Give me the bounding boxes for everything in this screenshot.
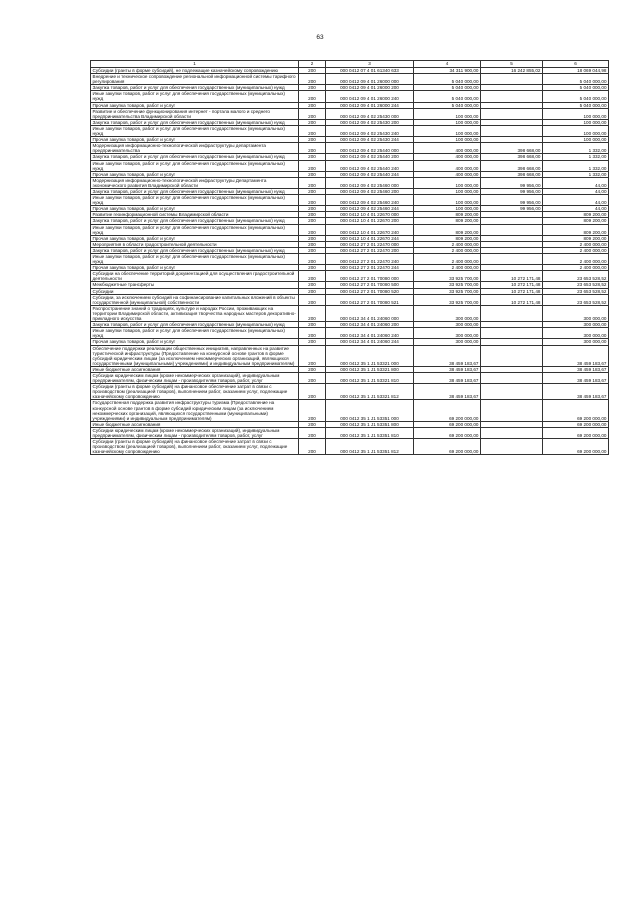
row-amount-planned-cell: 2 400 000,00 xyxy=(414,241,481,247)
row-column-2-cell: 200 xyxy=(299,421,326,427)
table-row xyxy=(91,188,609,194)
row-name-cell: Субсидии (гранты в форме субсидий), не подлежащие казначейскому сопровождению xyxy=(91,68,299,74)
row-amount-remaining-cell: 2 400 000,00 xyxy=(543,247,609,253)
row-name-cell: Прочая закупка товаров, работ и услуг xyxy=(91,137,299,143)
row-amount-remaining-cell: 23 653 528,52 xyxy=(543,288,609,294)
row-classification-code-cell: 000 0412 35 1 J1 53351 812 xyxy=(326,439,414,455)
row-amount-planned-cell: 69 200 000,00 xyxy=(414,427,481,438)
table-row xyxy=(91,177,609,188)
row-amount-remaining-cell: 300 000,00 xyxy=(543,305,609,321)
row-amount-remaining-cell: 38 459 183,67 xyxy=(543,366,609,372)
column-header: 4 xyxy=(414,61,481,68)
table-row xyxy=(91,372,609,383)
row-column-2-cell: 200 xyxy=(299,68,326,74)
row-amount-remaining-cell: 300 000,00 xyxy=(543,322,609,328)
row-amount-executed-cell xyxy=(481,400,543,421)
row-name-cell: Субсидии (гранты в форме субсидий) на финансовое обеспечение затрат в связи с производством (реализацией товаров), выполнением работ, оказанием услуг, подлежащие казначейскому сопровождению xyxy=(91,384,299,400)
column-header: 5 xyxy=(481,61,543,68)
row-column-2-cell: 200 xyxy=(299,294,326,305)
row-amount-remaining-cell: 5 040 000,00 xyxy=(543,102,609,108)
row-amount-executed-cell: 10 272 171,48 xyxy=(481,271,543,282)
row-classification-code-cell: 000 0412 09 4 01 26000 000 xyxy=(326,74,414,85)
row-amount-remaining-cell: 38 459 183,67 xyxy=(543,345,609,366)
row-amount-planned-cell: 300 000,00 xyxy=(414,328,481,339)
row-name-cell: Иные закупки товаров, работ и услуг для обеспечения государственных (муниципальных) нужд xyxy=(91,91,299,102)
row-amount-planned-cell: 5 040 000,00 xyxy=(414,74,481,85)
row-amount-remaining-cell: 69 200 000,00 xyxy=(543,400,609,421)
row-amount-planned-cell: 38 459 183,67 xyxy=(414,366,481,372)
row-amount-executed-cell xyxy=(481,254,543,265)
table-row xyxy=(91,224,609,235)
row-amount-planned-cell: 33 925 700,00 xyxy=(414,288,481,294)
row-classification-code-cell: 000 0412 35 1 J1 53351 800 xyxy=(326,421,414,427)
row-amount-remaining-cell: 23 653 528,52 xyxy=(543,282,609,288)
row-column-2-cell: 200 xyxy=(299,305,326,321)
row-amount-remaining-cell: 5 040 000,00 xyxy=(543,74,609,85)
row-column-2-cell: 200 xyxy=(299,91,326,102)
row-column-2-cell: 200 xyxy=(299,137,326,143)
row-name-cell: Субсидии (гранты в форме субсидий) на финансовое обеспечение затрат в связи с производством (реализацией товаров), выполнением работ, оказанием услуг, подлежащие казначейскому сопровождению xyxy=(91,439,299,455)
table-row xyxy=(91,68,609,74)
row-amount-planned-cell: 33 925 700,00 xyxy=(414,294,481,305)
row-column-2-cell: 200 xyxy=(299,85,326,91)
row-column-2-cell: 200 xyxy=(299,218,326,224)
row-column-2-cell: 200 xyxy=(299,160,326,171)
table-row xyxy=(91,271,609,282)
row-amount-remaining-cell: 1 332,00 xyxy=(543,171,609,177)
table-row xyxy=(91,328,609,339)
row-classification-code-cell: 000 0412 27 2 01 22470 200 xyxy=(326,247,414,253)
row-column-2-cell: 200 xyxy=(299,195,326,206)
row-amount-planned-cell: 809 200,00 xyxy=(414,212,481,218)
row-amount-remaining-cell: 100 000,00 xyxy=(543,108,609,119)
row-name-cell: Закупка товаров, работ и услуг для обеспечения государственных (муниципальных) нужд xyxy=(91,247,299,253)
table-row xyxy=(91,427,609,438)
row-amount-executed-cell xyxy=(481,74,543,85)
row-column-2-cell: 200 xyxy=(299,288,326,294)
row-amount-executed-cell xyxy=(481,372,543,383)
row-amount-executed-cell: 398 668,00 xyxy=(481,143,543,154)
row-amount-planned-cell: 38 459 183,67 xyxy=(414,345,481,366)
row-amount-executed-cell xyxy=(481,427,543,438)
row-amount-planned-cell: 100 000,00 xyxy=(414,137,481,143)
row-classification-code-cell: 000 0412 27 2 01 70080 520 xyxy=(326,288,414,294)
row-column-2-cell: 200 xyxy=(299,427,326,438)
row-amount-remaining-cell: 100 000,00 xyxy=(543,119,609,125)
row-amount-planned-cell: 33 925 700,00 xyxy=(414,271,481,282)
row-amount-remaining-cell: 23 653 528,52 xyxy=(543,271,609,282)
row-classification-code-cell: 000 0412 09 4 02 25430 000 xyxy=(326,108,414,119)
row-amount-remaining-cell: 44,00 xyxy=(543,195,609,206)
row-name-cell: Закупка товаров, работ и услуг для обеспечения государственных (муниципальных) нужд xyxy=(91,188,299,194)
row-amount-executed-cell xyxy=(481,224,543,235)
row-amount-remaining-cell: 69 200 000,00 xyxy=(543,421,609,427)
row-classification-code-cell: 000 0412 09 4 02 25430 244 xyxy=(326,137,414,143)
row-amount-remaining-cell: 300 000,00 xyxy=(543,328,609,339)
row-amount-planned-cell: 300 000,00 xyxy=(414,322,481,328)
row-classification-code-cell: 000 0412 34 4 01 24060 244 xyxy=(326,339,414,345)
row-column-2-cell: 200 xyxy=(299,254,326,265)
row-amount-remaining-cell: 23 653 528,52 xyxy=(543,294,609,305)
row-amount-remaining-cell: 100 000,00 xyxy=(543,125,609,136)
row-amount-planned-cell: 5 040 000,00 xyxy=(414,102,481,108)
row-classification-code-cell: 000 0412 10 4 01 22670 200 xyxy=(326,218,414,224)
row-column-2-cell: 200 xyxy=(299,212,326,218)
row-amount-planned-cell: 100 000,00 xyxy=(414,108,481,119)
table-row xyxy=(91,345,609,366)
row-amount-planned-cell: 5 040 000,00 xyxy=(414,85,481,91)
row-name-cell: Развитие геоинформационной системы Владимирской области xyxy=(91,212,299,218)
row-name-cell: Субсидии юридическим лицам (кроме некоммерческих организаций), индивидуальным предпринимателям, физическим лицам - производителям товаров, работ, услуг xyxy=(91,372,299,383)
row-name-cell: Иные закупки товаров, работ и услуг для обеспечения государственных (муниципальных) нужд xyxy=(91,254,299,265)
row-classification-code-cell: 000 0412 34 4 01 24060 200 xyxy=(326,322,414,328)
row-classification-code-cell: 000 0412 10 4 01 22670 244 xyxy=(326,235,414,241)
row-amount-planned-cell: 69 200 000,00 xyxy=(414,400,481,421)
row-amount-planned-cell: 100 000,00 xyxy=(414,125,481,136)
row-column-2-cell: 200 xyxy=(299,154,326,160)
row-name-cell: Иные бюджетные ассигнования xyxy=(91,366,299,372)
row-column-2-cell: 200 xyxy=(299,143,326,154)
row-amount-executed-cell: 16 242 855,02 xyxy=(481,68,543,74)
row-name-cell: Закупка товаров, работ и услуг для обеспечения государственных (муниципальных) нужд xyxy=(91,322,299,328)
row-classification-code-cell: 000 0412 34 4 01 24060 240 xyxy=(326,328,414,339)
row-classification-code-cell: 000 0412 34 4 01 24060 000 xyxy=(326,305,414,321)
row-classification-code-cell: 000 0412 35 1 J1 53321 810 xyxy=(326,372,414,383)
row-column-2-cell: 200 xyxy=(299,400,326,421)
row-classification-code-cell: 000 0412 35 1 J1 53321 812 xyxy=(326,384,414,400)
row-classification-code-cell: 000 0412 09 4 02 25440 244 xyxy=(326,171,414,177)
row-amount-remaining-cell: 69 200 000,00 xyxy=(543,439,609,455)
row-amount-remaining-cell: 809 200,00 xyxy=(543,212,609,218)
row-name-cell: Прочая закупка товаров, работ и услуг xyxy=(91,171,299,177)
table-row xyxy=(91,171,609,177)
row-column-2-cell: 200 xyxy=(299,271,326,282)
table-row xyxy=(91,91,609,102)
row-amount-remaining-cell: 44,00 xyxy=(543,206,609,212)
row-classification-code-cell: 000 0412 09 4 01 26000 240 xyxy=(326,91,414,102)
column-header: 6 xyxy=(543,61,609,68)
row-name-cell: Иные закупки товаров, работ и услуг для обеспечения государственных (муниципальных) нужд xyxy=(91,195,299,206)
row-amount-executed-cell: 99 956,00 xyxy=(481,177,543,188)
table-row xyxy=(91,195,609,206)
row-column-2-cell: 200 xyxy=(299,206,326,212)
row-column-2-cell: 200 xyxy=(299,366,326,372)
row-classification-code-cell: 000 0412 09 4 02 25460 000 xyxy=(326,177,414,188)
row-column-2-cell: 200 xyxy=(299,188,326,194)
row-amount-executed-cell xyxy=(481,328,543,339)
row-column-2-cell: 200 xyxy=(299,247,326,253)
row-amount-planned-cell: 300 000,00 xyxy=(414,305,481,321)
table-row xyxy=(91,254,609,265)
row-amount-remaining-cell: 69 200 000,00 xyxy=(543,427,609,438)
row-name-cell: Модернизация информационно-технологической инфраструктуры департамента предпринимательства xyxy=(91,143,299,154)
column-header: 3 xyxy=(326,61,414,68)
row-name-cell: Модернизация информационно-технологической инфраструктуры Департамента экономического развития Владимирской области xyxy=(91,177,299,188)
row-name-cell: Развитие и обеспечение функционирования интернет - портала малого и среднего предпринимательства Владимирской области xyxy=(91,108,299,119)
row-amount-remaining-cell: 2 400 000,00 xyxy=(543,265,609,271)
row-classification-code-cell: 000 0412 09 4 02 25430 200 xyxy=(326,119,414,125)
row-column-2-cell: 200 xyxy=(299,328,326,339)
row-classification-code-cell: 000 0412 35 1 J1 53321 800 xyxy=(326,366,414,372)
row-amount-executed-cell xyxy=(481,345,543,366)
row-amount-executed-cell xyxy=(481,384,543,400)
row-amount-remaining-cell: 5 040 000,00 xyxy=(543,91,609,102)
row-amount-planned-cell: 100 000,00 xyxy=(414,188,481,194)
row-column-2-cell: 200 xyxy=(299,372,326,383)
row-name-cell: Иные закупки товаров, работ и услуг для обеспечения государственных (муниципальных) нужд xyxy=(91,125,299,136)
row-amount-planned-cell: 38 459 183,67 xyxy=(414,384,481,400)
row-classification-code-cell: 000 0412 10 4 01 22670 240 xyxy=(326,224,414,235)
row-classification-code-cell: 000 0412 27 2 01 22470 240 xyxy=(326,254,414,265)
row-amount-planned-cell: 100 000,00 xyxy=(414,119,481,125)
row-classification-code-cell: 000 0412 27 2 01 22470 244 xyxy=(326,265,414,271)
row-column-2-cell: 200 xyxy=(299,108,326,119)
row-name-cell: Обеспечение поддержки реализации общественных инициатив, направленных на развитие туристической инфраструктуры (Предоставление на конкурсной основе грантов в форме субсидий юридическим лицам (за исключением некоммерческих организаций, являющихся государственными (муниципальными) учреждениями) и индивидуальным предпринимателям) xyxy=(91,345,299,366)
row-amount-remaining-cell: 2 400 000,00 xyxy=(543,254,609,265)
row-amount-executed-cell xyxy=(481,91,543,102)
row-classification-code-cell: 000 0412 09 4 02 25440 240 xyxy=(326,160,414,171)
table-row xyxy=(91,294,609,305)
row-classification-code-cell: 000 0412 09 4 02 25460 200 xyxy=(326,188,414,194)
row-amount-remaining-cell: 38 459 183,67 xyxy=(543,384,609,400)
row-amount-remaining-cell: 809 200,00 xyxy=(543,218,609,224)
row-amount-remaining-cell: 5 040 000,00 xyxy=(543,85,609,91)
row-amount-planned-cell: 400 000,00 xyxy=(414,154,481,160)
row-amount-executed-cell: 10 272 171,48 xyxy=(481,282,543,288)
row-name-cell: Закупка товаров, работ и услуг для обеспечения государственных (муниципальных) нужд xyxy=(91,154,299,160)
row-column-2-cell: 200 xyxy=(299,265,326,271)
row-amount-planned-cell: 100 000,00 xyxy=(414,195,481,206)
row-column-2-cell: 200 xyxy=(299,125,326,136)
row-amount-executed-cell: 99 956,00 xyxy=(481,195,543,206)
row-amount-planned-cell: 33 925 700,00 xyxy=(414,282,481,288)
row-amount-planned-cell: 400 000,00 xyxy=(414,143,481,154)
row-name-cell: Мероприятия в области градостроительной деятельности xyxy=(91,241,299,247)
row-amount-executed-cell: 99 956,00 xyxy=(481,206,543,212)
row-amount-planned-cell: 809 200,00 xyxy=(414,235,481,241)
row-column-2-cell: 200 xyxy=(299,102,326,108)
table-row xyxy=(91,125,609,136)
row-name-cell: Внедрение и техническое сопровождение региональной информационной системы тарифного регулирования xyxy=(91,74,299,85)
row-amount-planned-cell: 2 400 000,00 xyxy=(414,265,481,271)
row-amount-remaining-cell: 100 000,00 xyxy=(543,137,609,143)
row-column-2-cell: 200 xyxy=(299,241,326,247)
row-column-2-cell: 200 xyxy=(299,119,326,125)
row-classification-code-cell: 000 0412 09 4 02 25460 244 xyxy=(326,206,414,212)
table-row xyxy=(91,384,609,400)
row-classification-code-cell: 000 0412 09 4 01 26000 244 xyxy=(326,102,414,108)
row-classification-code-cell: 000 0412 09 4 02 25440 000 xyxy=(326,143,414,154)
row-amount-executed-cell xyxy=(481,108,543,119)
row-amount-remaining-cell: 1 332,00 xyxy=(543,143,609,154)
row-name-cell: Субсидии xyxy=(91,288,299,294)
row-classification-code-cell: 000 0412 27 2 01 70080 000 xyxy=(326,271,414,282)
row-amount-planned-cell: 38 459 183,67 xyxy=(414,372,481,383)
row-name-cell: Прочая закупка товаров, работ и услуг xyxy=(91,235,299,241)
row-amount-planned-cell: 34 311 900,00 xyxy=(414,68,481,74)
table-row xyxy=(91,400,609,421)
row-amount-executed-cell xyxy=(481,305,543,321)
row-amount-remaining-cell: 300 000,00 xyxy=(543,339,609,345)
row-amount-executed-cell: 10 272 171,48 xyxy=(481,288,543,294)
row-classification-code-cell: 000 0412 10 4 01 22670 000 xyxy=(326,212,414,218)
row-name-cell: Субсидии на обеспечение территорий документацией для осуществления градостроительной деятельности xyxy=(91,271,299,282)
table-row xyxy=(91,143,609,154)
row-amount-executed-cell xyxy=(481,439,543,455)
row-column-2-cell: 200 xyxy=(299,171,326,177)
row-amount-planned-cell: 100 000,00 xyxy=(414,206,481,212)
row-amount-remaining-cell: 44,00 xyxy=(543,188,609,194)
row-amount-planned-cell: 100 000,00 xyxy=(414,177,481,188)
row-classification-code-cell: 000 0412 35 1 J1 53351 810 xyxy=(326,427,414,438)
row-name-cell: Распространение знаний о традициях, культуре и народах России, проживающих на территории Владимирской области, активизация творчества народных мастеров декоративно-прикладного искусства xyxy=(91,305,299,321)
row-column-2-cell: 200 xyxy=(299,339,326,345)
row-name-cell: Прочая закупка товаров, работ и услуг xyxy=(91,339,299,345)
row-name-cell: Иные закупки товаров, работ и услуг для обеспечения государственных (муниципальных) нужд xyxy=(91,160,299,171)
row-amount-planned-cell: 69 200 000,00 xyxy=(414,439,481,455)
row-classification-code-cell: 000 0412 35 1 J1 53321 000 xyxy=(326,345,414,366)
row-amount-planned-cell: 2 400 000,00 xyxy=(414,254,481,265)
row-classification-code-cell: 000 0412 27 2 01 70080 500 xyxy=(326,282,414,288)
row-column-2-cell: 200 xyxy=(299,74,326,85)
row-amount-executed-cell: 398 668,00 xyxy=(481,154,543,160)
table-row xyxy=(91,108,609,119)
row-amount-planned-cell: 69 200 000,00 xyxy=(414,421,481,427)
row-classification-code-cell: 000 0412 09 4 01 26000 200 xyxy=(326,85,414,91)
row-amount-planned-cell: 400 000,00 xyxy=(414,171,481,177)
row-column-2-cell: 200 xyxy=(299,235,326,241)
column-header: 1 xyxy=(91,61,299,68)
row-amount-executed-cell: 99 956,00 xyxy=(481,188,543,194)
row-amount-remaining-cell: 809 200,00 xyxy=(543,224,609,235)
row-amount-remaining-cell: 38 459 183,67 xyxy=(543,372,609,383)
row-amount-planned-cell: 809 200,00 xyxy=(414,224,481,235)
row-amount-planned-cell: 400 000,00 xyxy=(414,160,481,171)
row-name-cell: Государственная поддержка развития инфраструктуры туризма (Предоставление на конкурсной основе грантов в форме субсидий юридическим лицам (за исключением некоммерческих организаций, являющихся государственными (муниципальными) учреждениями) и индивидуальным предпринимателям) xyxy=(91,400,299,421)
table-row xyxy=(91,74,609,85)
table-row xyxy=(91,206,609,212)
row-amount-planned-cell: 300 000,00 xyxy=(414,339,481,345)
row-name-cell: Межбюджетные трансферты xyxy=(91,282,299,288)
row-name-cell: Иные бюджетные ассигнования xyxy=(91,421,299,427)
row-name-cell: Субсидии, за исключением субсидий на софинансирование капитальных вложений в объекты государственной (муниципальной) собственности xyxy=(91,294,299,305)
row-column-2-cell: 200 xyxy=(299,384,326,400)
column-header: 2 xyxy=(299,61,326,68)
row-amount-remaining-cell: 18 069 044,98 xyxy=(543,68,609,74)
row-classification-code-cell: 000 0412 09 4 02 25440 200 xyxy=(326,154,414,160)
row-name-cell: Иные закупки товаров, работ и услуг для обеспечения государственных (муниципальных) нужд xyxy=(91,328,299,339)
row-classification-code-cell: 000 0412 35 1 J1 53351 000 xyxy=(326,400,414,421)
row-name-cell: Субсидии юридическим лицам (кроме некоммерческих организаций), индивидуальным предпринимателям, физическим лицам - производителям товаров, работ, услуг xyxy=(91,427,299,438)
row-amount-planned-cell: 2 400 000,00 xyxy=(414,247,481,253)
row-column-2-cell: 200 xyxy=(299,282,326,288)
row-name-cell: Закупка товаров, работ и услуг для обеспечения государственных (муниципальных) нужд xyxy=(91,85,299,91)
row-amount-remaining-cell: 809 200,00 xyxy=(543,235,609,241)
row-classification-code-cell: 000 0412 27 2 01 22470 000 xyxy=(326,241,414,247)
row-amount-executed-cell: 398 668,00 xyxy=(481,171,543,177)
row-amount-remaining-cell: 2 400 000,00 xyxy=(543,241,609,247)
budget-table xyxy=(90,60,609,455)
row-name-cell: Иные закупки товаров, работ и услуг для обеспечения государственных (муниципальных) нужд xyxy=(91,224,299,235)
row-column-2-cell: 200 xyxy=(299,322,326,328)
page-number: 63 xyxy=(316,34,324,41)
row-amount-remaining-cell: 1 332,00 xyxy=(543,160,609,171)
row-column-2-cell: 200 xyxy=(299,439,326,455)
row-column-2-cell: 200 xyxy=(299,224,326,235)
row-name-cell: Прочая закупка товаров, работ и услуг xyxy=(91,206,299,212)
row-name-cell: Закупка товаров, работ и услуг для обеспечения государственных (муниципальных) нужд xyxy=(91,119,299,125)
row-classification-code-cell: 000 0412 07 4 01 61340 633 xyxy=(326,68,414,74)
table-header-row xyxy=(91,61,609,68)
row-classification-code-cell: 000 0412 27 2 01 70080 521 xyxy=(326,294,414,305)
row-amount-remaining-cell: 1 332,00 xyxy=(543,154,609,160)
row-amount-executed-cell: 398 668,00 xyxy=(481,160,543,171)
table-row xyxy=(91,305,609,321)
table-row xyxy=(91,439,609,455)
row-amount-planned-cell: 5 040 000,00 xyxy=(414,91,481,102)
row-name-cell: Закупка товаров, работ и услуг для обеспечения государственных (муниципальных) нужд xyxy=(91,218,299,224)
row-classification-code-cell: 000 0412 09 4 02 25460 240 xyxy=(326,195,414,206)
row-amount-executed-cell: 10 272 171,48 xyxy=(481,294,543,305)
table-row xyxy=(91,154,609,160)
row-amount-remaining-cell: 44,00 xyxy=(543,177,609,188)
row-classification-code-cell: 000 0412 09 4 02 25430 240 xyxy=(326,125,414,136)
row-amount-planned-cell: 809 200,00 xyxy=(414,218,481,224)
row-name-cell: Прочая закупка товаров, работ и услуг xyxy=(91,265,299,271)
row-column-2-cell: 200 xyxy=(299,345,326,366)
row-column-2-cell: 200 xyxy=(299,177,326,188)
row-name-cell: Прочая закупка товаров, работ и услуг xyxy=(91,102,299,108)
table-row xyxy=(91,160,609,171)
row-amount-executed-cell xyxy=(481,125,543,136)
